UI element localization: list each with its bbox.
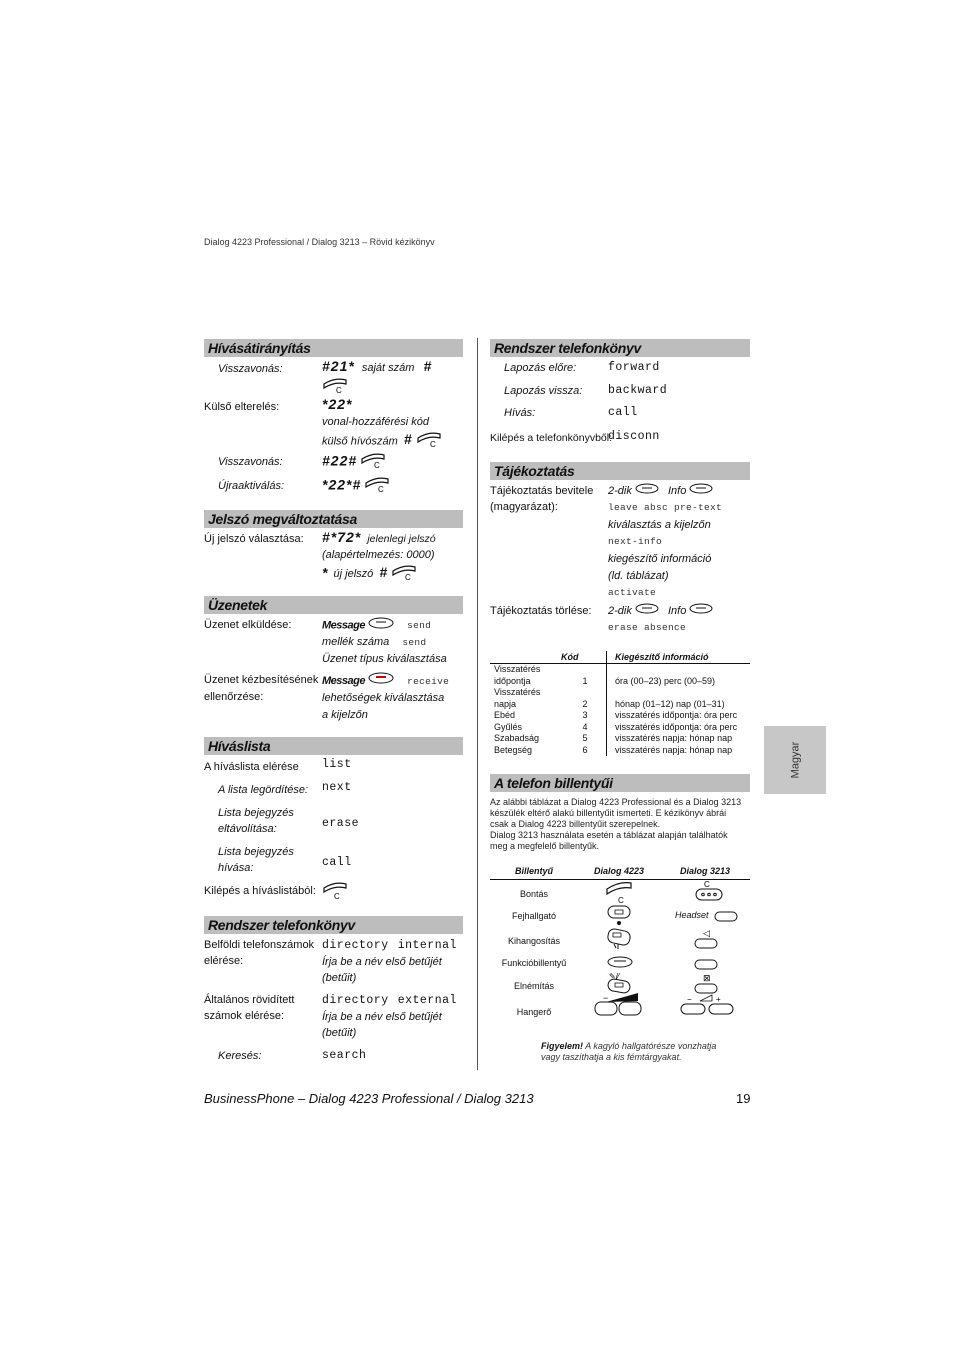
svg-text:◁: ◁	[703, 929, 710, 939]
codes-table-row	[490, 687, 750, 699]
domestic-numbers-label: Belföldi telefonszámok elérése:	[204, 939, 315, 967]
page-number: 19	[736, 1091, 751, 1106]
exit-phonebook-value: disconn	[608, 430, 660, 443]
codes-cell-info: visszatérés napja: hónap nap	[615, 733, 733, 743]
section-title-forwarding: Hívásátirányítás	[204, 339, 463, 357]
svg-text:C: C	[704, 880, 710, 889]
svg-text:C: C	[405, 573, 411, 581]
codes-cell-type: Betegség	[494, 744, 533, 755]
key-4223-volume-icon	[592, 990, 644, 1023]
page-forward-value: forward	[608, 361, 660, 374]
calllist-access-label: A híváslista elérése	[204, 761, 299, 773]
svg-text:C: C	[618, 896, 624, 904]
calllist-erase-value: erase	[322, 817, 360, 830]
key-oval-icon	[635, 603, 659, 619]
section-title-calllist: Híváslista	[204, 737, 463, 755]
page-forward-label: Lapozás előre:	[504, 362, 577, 374]
section-title-phonebook-right: Rendszer telefonkönyv	[490, 339, 750, 357]
search-label: Keresés:	[218, 1050, 262, 1062]
language-tab-label: Magyar	[789, 741, 801, 779]
codes-cell-type: Visszatérés	[494, 664, 541, 674]
svg-text:C: C	[429, 440, 436, 448]
calllist-call-label: Lista bejegyzés hívása:	[218, 846, 294, 874]
key-3213-clear-icon	[694, 880, 724, 907]
keys-labels: Bontás Fejhallgató Kihangosítás Funkcióbillentyű Elnémítás Hangerő	[501, 889, 567, 1017]
handset-c-icon	[391, 563, 417, 586]
svg-text:C: C	[374, 461, 380, 469]
key-4223-speaker-icon	[606, 928, 632, 955]
password-value: #*72* jelenlegi jelszó (alapértelmezés: 0000) * új jelszó # C	[322, 529, 464, 586]
section-title-password: Jelszó megváltoztatása	[204, 510, 463, 528]
abbreviated-numbers-label: Általános rövidített számok elérése:	[204, 994, 295, 1022]
call-value: call	[608, 406, 638, 419]
codes-cell-info: visszatérés időpontja: óra perc	[615, 710, 738, 720]
message-key-icon	[368, 617, 394, 634]
section-title-keys: A telefon billentyűi	[490, 774, 750, 792]
calllist-access-value: list	[322, 758, 352, 771]
calllist-erase-label: Lista bejegyzés eltávolítása:	[218, 807, 294, 835]
codes-table-row	[490, 699, 750, 711]
codes-cell-info: óra (00–23) perc (00–59)	[615, 675, 716, 686]
key-3213-headset-label: Headset	[675, 910, 709, 920]
reactivate-label: Újraaktiválás:	[218, 480, 285, 492]
send-message-label: Üzenet elküldése:	[204, 619, 292, 631]
codes-cell-type: Ebéd	[494, 710, 516, 720]
codes-cell-info	[607, 687, 751, 699]
codes-table-row	[490, 745, 750, 757]
page-backward-label: Lapozás vissza:	[504, 385, 583, 397]
key-oval-icon	[635, 483, 659, 499]
codes-table-row	[490, 710, 750, 722]
svg-text:−: −	[603, 993, 609, 1003]
handset-c-icon	[360, 451, 386, 474]
key-3213-speaker-icon	[694, 927, 720, 956]
keys-header-key: Billentyű	[515, 866, 554, 876]
key-3213-volume-icon	[680, 994, 736, 1021]
svg-text:+: +	[716, 995, 721, 1004]
domestic-numbers-value: directory internal Írja be a név első betűjét (betűit)	[322, 939, 457, 984]
codes-cell-type: Gyűlés	[494, 721, 523, 732]
column-divider	[477, 338, 478, 1070]
message-key-lit-icon	[368, 672, 394, 690]
key-oval-icon	[689, 603, 713, 619]
info-delete-label: Tájékoztatás törlése:	[490, 605, 592, 617]
reactivate-value: *22*# C	[322, 475, 390, 498]
key-3213-headset-icon	[714, 910, 740, 928]
forwarding-cancel2-label: Visszavonás:	[218, 456, 283, 468]
svg-text:−: −	[687, 995, 692, 1004]
forwarding-cancel2-value: #22# C	[322, 451, 386, 474]
codes-cell-code: 6	[560, 745, 607, 757]
page-backward-value: backward	[608, 384, 668, 397]
search-value: search	[322, 1049, 367, 1062]
codes-header-code: Kód	[560, 651, 607, 664]
check-delivery-label: Üzenet kézbesítésének ellenőrzése:	[204, 674, 319, 703]
section-title-info: Tájékoztatás	[490, 462, 750, 480]
calllist-scroll-value: next	[322, 781, 352, 794]
codes-table	[490, 651, 750, 756]
codes-cell-code: 5	[560, 733, 607, 745]
codes-cell-info: visszatérés időpontja: óra perc	[615, 721, 738, 732]
keys-intro: Az alábbi táblázat a Dialog 4223 Professional és a Dialog 3213 készülék eltérő alakú billentyűit ismerteti. E kézikönyv ábrái csak a Dialog 4223 billentyűit szerepelnek. Dialog 3213 használata esetén a táblázat alapján találhatók meg a megfelelő billentyűk.	[490, 797, 742, 851]
handset-c-icon	[416, 430, 442, 453]
info-delete-value: 2-dik Info erase absence	[608, 603, 750, 637]
codes-cell-info: visszatérés napja: hónap nap	[615, 744, 733, 755]
keys-header-3213: Dialog 3213	[680, 866, 731, 876]
codes-cell-type: Visszatérés	[494, 687, 541, 697]
codes-cell-code: 1	[560, 676, 607, 688]
running-head: Dialog 4223 Professional / Dialog 3213 – Rövid kézikönyv	[204, 237, 435, 247]
codes-cell-type: napja	[494, 698, 517, 709]
exit-phonebook-label: Kilépés a telefonkönyvből:	[490, 432, 612, 444]
password-label: Új jelszó választása:	[204, 533, 304, 545]
external-forward-value: *22* vonal-hozzáférési kód külső hívószám # C	[322, 396, 462, 453]
codes-cell-info	[607, 664, 751, 676]
codes-table-row	[490, 676, 750, 688]
svg-text:C: C	[336, 386, 342, 394]
abbreviated-numbers-value: directory external Írja be a név első betűjét (betűit)	[322, 994, 457, 1039]
call-label: Hívás:	[504, 407, 536, 419]
codes-cell-info: hónap (01–12) nap (01–31)	[615, 698, 725, 709]
svg-text:C: C	[334, 892, 340, 900]
codes-cell-code: 2	[560, 699, 607, 711]
svg-text:C: C	[378, 485, 385, 493]
codes-cell-code	[560, 664, 607, 676]
check-delivery-value: Message receive lehetőségek kiválasztása a kijelzőn	[322, 672, 464, 724]
keys-header-4223: Dialog 4223	[594, 866, 645, 876]
magnet-note: Figyelem! A kagyló hallgatórésze vonzhatja vagy taszíthatja a kis fémtárgyakat.	[541, 1041, 717, 1062]
calllist-scroll-label: A lista legördítése:	[218, 784, 309, 796]
codes-cell-code: 3	[560, 710, 607, 722]
codes-table-row	[490, 733, 750, 745]
codes-header-blank	[490, 651, 560, 664]
svg-text:⊠: ⊠	[703, 974, 711, 984]
calllist-exit-value	[322, 880, 348, 905]
codes-table-row	[490, 664, 750, 676]
codes-cell-type: Szabadság	[494, 733, 540, 743]
external-forward-label: Külső elterelés:	[204, 401, 280, 413]
codes-table-row	[490, 722, 750, 734]
forwarding-cancel-value: #21* saját szám # C	[322, 358, 462, 399]
keys-table-header	[490, 866, 750, 880]
calllist-exit-label: Kilépés a híváslistából:	[204, 885, 316, 897]
svg-text:✎/⁄: ✎/⁄	[609, 972, 620, 981]
info-enter-label: Tájékoztatás bevitele (magyarázat):	[490, 485, 594, 513]
section-title-messages: Üzenetek	[204, 596, 463, 614]
codes-cell-code	[560, 687, 607, 699]
handset-c-icon	[322, 880, 348, 905]
key-oval-icon	[689, 483, 713, 499]
codes-header-info: Kiegészítő információ	[615, 652, 709, 662]
codes-cell-code: 4	[560, 722, 607, 734]
footer-title: BusinessPhone – Dialog 4223 Professional / Dialog 3213	[204, 1091, 534, 1106]
codes-cell-type: időpontja	[494, 675, 531, 686]
forwarding-cancel-label: Visszavonás:	[218, 363, 283, 375]
calllist-call-value: call	[322, 856, 352, 869]
info-enter-value: 2-dik Info leave absc pre-text kiválasztás a kijelzőn next-info kiegészítő információ (ld. táblázat) activate	[608, 485, 723, 599]
send-message-value: Message send mellék száma send Üzenet típus kiválasztása	[322, 617, 464, 667]
section-title-phonebook-left: Rendszer telefonkönyv	[204, 916, 463, 934]
handset-c-icon	[364, 475, 390, 498]
